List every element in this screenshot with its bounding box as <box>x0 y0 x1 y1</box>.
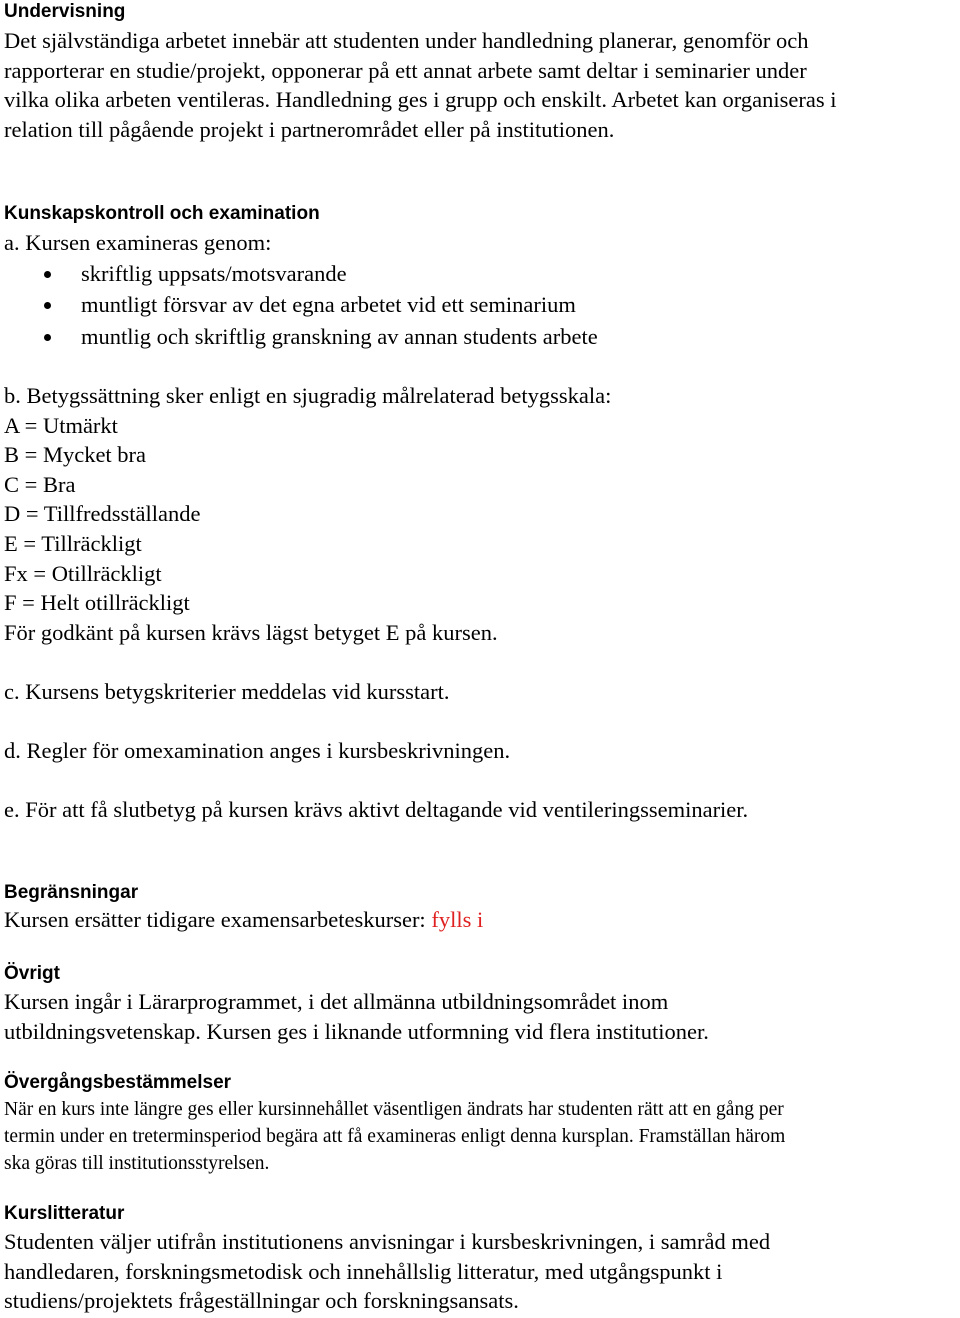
paragraph-undervisning <box>4 26 836 144</box>
heading-examination: Kunskapskontroll och examination <box>4 203 320 224</box>
text-line: D = Tillfredsställande <box>4 501 201 527</box>
section-overgangsbestammelser <box>4 1071 785 1177</box>
bullet-icon <box>44 271 51 278</box>
text-line: När en kurs inte längre ges eller kursinnehållet väsentligen ändrats har studenten rätt att en gång per <box>4 1099 784 1120</box>
text-line: För godkänt på kursen krävs lägst betyget E på kursen. <box>4 619 498 645</box>
section-kurslitteratur <box>4 1202 770 1316</box>
text-line: B = Mycket bra <box>4 442 147 468</box>
text-line: utbildningsvetenskap. Kursen ges i liknande utformning vid flera institutioner. <box>4 1018 709 1044</box>
exam-item-c: c. Kursens betygskriterier meddelas vid kursstart. <box>4 679 450 704</box>
section-undervisning <box>4 0 836 144</box>
list-item-text: skriftlig uppsats/motsvarande <box>81 260 347 286</box>
list-item-text: muntligt försvar av det egna arbetet vid ett seminarium <box>81 292 576 318</box>
paragraph-ovrigt <box>4 987 709 1046</box>
exam-bullet-list <box>4 258 598 353</box>
text-line: handledaren, forskningsmetodisk och innehållslig litteratur, med utgångspunkt i <box>4 1258 723 1284</box>
text-line: Studenten väljer utifrån institutionens anvisningar i kursbeskrivningen, i samråd med <box>4 1229 771 1254</box>
heading-overgangsbestammelser: Övergångsbestämmelser <box>4 1072 232 1093</box>
heading-undervisning: Undervisning <box>4 1 126 22</box>
text-line: termin under en treterminsperiod begära att få examineras enligt denna kursplan. Framställan härom <box>4 1126 786 1147</box>
text-line: Det självständiga arbetet innebär att studenten under handledning planerar, genomför och <box>4 28 809 53</box>
text-line: vilka olika arbeten ventileras. Handledning ges i grupp och enskilt. Arbetet kan organiseras i <box>4 87 837 113</box>
bullet-icon <box>44 334 51 341</box>
text-line: Fx = Otillräckligt <box>4 560 162 586</box>
bullet-icon <box>44 302 51 309</box>
text-line: rapporterar en studie/projekt, opponerar på ett annat arbete samt deltar i seminarier under <box>4 57 807 83</box>
text-line: ska göras till institutionsstyrelsen. <box>4 1153 270 1174</box>
text-line: A = Utmärkt <box>4 412 118 438</box>
list-item <box>4 258 598 290</box>
begransningar-text <box>4 905 483 935</box>
list-item <box>4 289 598 321</box>
text-line: C = Bra <box>4 471 76 497</box>
section-begransningar <box>4 881 483 935</box>
placeholder-text: fylls i <box>431 907 484 932</box>
paragraph-kurslitteratur <box>4 1227 770 1316</box>
heading-ovrigt: Övrigt <box>4 963 60 984</box>
section-examination <box>4 202 598 352</box>
text-line: Kursen ersätter tidigare examensarbeteskurser: <box>4 907 432 932</box>
text-line: Kursen ingår i Lärarprogrammet, i det allmänna utbildningsområdet inom <box>4 989 669 1014</box>
heading-begransningar: Begränsningar <box>4 882 139 903</box>
text-line: studiens/projektets frågeställningar och forskningsansats. <box>4 1288 519 1314</box>
list-item <box>4 321 598 353</box>
heading-kurslitteratur: Kurslitteratur <box>4 1203 125 1224</box>
exam-item-e: e. För att få slutbetyg på kursen krävs aktivt deltagande vid ventileringsseminarier. <box>4 797 749 822</box>
grading-scale <box>4 381 611 647</box>
list-item-text: muntlig och skriftlig granskning av annan students arbete <box>81 323 598 349</box>
exam-item-d: d. Regler för omexamination anges i kursbeskrivningen. <box>4 738 511 763</box>
text-line: b. Betygssättning sker enligt en sjugradig målrelaterad betygsskala: <box>4 383 612 408</box>
text-line: F = Helt otillräckligt <box>4 590 190 616</box>
exam-intro: a. Kursen examineras genom: <box>4 230 272 255</box>
section-ovrigt <box>4 962 709 1046</box>
text-line: relation till pågående projekt i partnerområdet eller på institutionen. <box>4 116 615 142</box>
text-line: E = Tillräckligt <box>4 530 142 556</box>
paragraph-overgangsbestammelser <box>4 1096 785 1177</box>
